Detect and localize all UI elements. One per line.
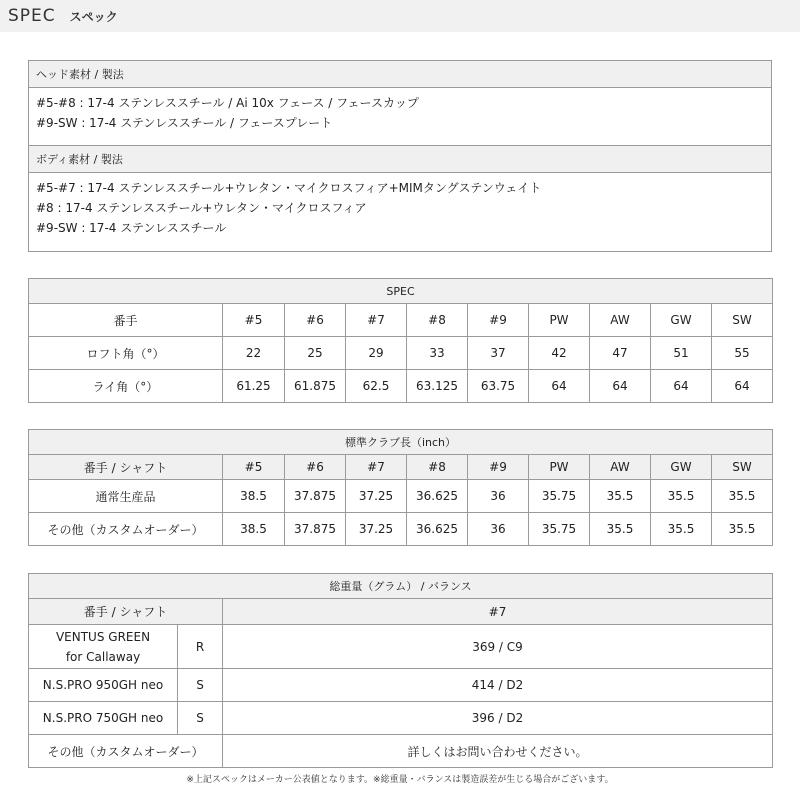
custom-length-value: 35.5 — [712, 513, 773, 546]
head-material-body — [29, 88, 772, 146]
shaft-flex: S — [178, 669, 223, 702]
custom-length-value: 38.5 — [223, 513, 285, 546]
lie-value: 63.125 — [407, 370, 468, 403]
shaft-name-line: for Callaway — [65, 649, 141, 664]
length-club-header: #9 — [468, 455, 529, 480]
shaft-name: N.S.PRO 750GH neo — [29, 702, 178, 735]
spec-club-header: SW — [712, 304, 773, 337]
length-club-header: SW — [712, 455, 773, 480]
length-club-header: PW — [529, 455, 590, 480]
spec-club-header: #7 — [346, 304, 407, 337]
standard-length-value: 35.5 — [590, 480, 651, 513]
weight-header-label: 番手 / シャフト — [29, 599, 223, 625]
lie-row-label: ライ角（°） — [29, 370, 223, 403]
custom-length-value: 37.25 — [346, 513, 407, 546]
length-club-header: #6 — [285, 455, 346, 480]
spec-club-header: PW — [529, 304, 590, 337]
custom-row-label: その他（カスタムオーダー） — [29, 513, 223, 546]
weight-club-header: #7 — [223, 599, 773, 625]
weight-title: 総重量（グラム） / バランス — [29, 574, 773, 599]
custom-length-value: 35.5 — [651, 513, 712, 546]
loft-value: 33 — [407, 337, 468, 370]
loft-value: 25 — [285, 337, 346, 370]
length-club-header: #7 — [346, 455, 407, 480]
standard-length-value: 36 — [468, 480, 529, 513]
body-material-line: #9-SW : 17-4 ステンレススチール — [36, 221, 227, 235]
standard-length-value: 37.25 — [346, 480, 407, 513]
standard-length-value: 38.5 — [223, 480, 285, 513]
custom-length-value: 35.75 — [529, 513, 590, 546]
custom-length-value: 37.875 — [285, 513, 346, 546]
lie-value: 64 — [651, 370, 712, 403]
page-header — [0, 0, 800, 32]
weight-balance-value: 369 / C9 — [223, 625, 773, 669]
loft-value: 37 — [468, 337, 529, 370]
spec-club-header: GW — [651, 304, 712, 337]
page-subtitle: スペック — [69, 9, 118, 24]
lie-value: 64 — [590, 370, 651, 403]
standard-length-value: 36.625 — [407, 480, 468, 513]
length-club-header: GW — [651, 455, 712, 480]
footnote: ※上記スペックはメーカー公表値となります。※総重量・バランスは製造誤差が生じる場合がございます。 — [186, 775, 614, 785]
head-material-label: ヘッド素材 / 製法 — [29, 61, 772, 88]
spec-header-label: 番手 — [29, 304, 223, 337]
weight-balance-value: 414 / D2 — [223, 669, 773, 702]
shaft-name — [29, 625, 178, 669]
weight-table — [28, 573, 773, 768]
length-club-header: #8 — [407, 455, 468, 480]
length-club-header: AW — [590, 455, 651, 480]
loft-value: 55 — [712, 337, 773, 370]
custom-order-note: 詳しくはお問い合わせください。 — [223, 735, 773, 768]
loft-value: 51 — [651, 337, 712, 370]
head-material-line: #5-#8 : 17-4 ステンレススチール / Ai 10x フェース / フェースカップ — [36, 96, 419, 110]
spec-title: SPEC — [29, 279, 773, 304]
lie-value: 64 — [529, 370, 590, 403]
length-club-header: #5 — [223, 455, 285, 480]
body-material-label: ボディ素材 / 製法 — [29, 146, 772, 173]
standard-length-value: 37.875 — [285, 480, 346, 513]
custom-length-value: 36 — [468, 513, 529, 546]
shaft-flex: S — [178, 702, 223, 735]
standard-length-value: 35.5 — [651, 480, 712, 513]
shaft-name-line: VENTUS GREEN — [55, 629, 151, 644]
page-title: SPEC — [8, 6, 56, 26]
materials-table — [28, 60, 772, 252]
spec-club-header: #8 — [407, 304, 468, 337]
lie-value: 61.25 — [223, 370, 285, 403]
custom-length-value: 36.625 — [407, 513, 468, 546]
standard-row-label: 通常生産品 — [29, 480, 223, 513]
lie-value: 62.5 — [346, 370, 407, 403]
length-header-label: 番手 / シャフト — [29, 455, 223, 480]
standard-length-value: 35.5 — [712, 480, 773, 513]
body-material-line: #8 : 17-4 ステンレススチール+ウレタン・マイクロスフィア — [36, 201, 367, 215]
spec-table — [28, 278, 773, 403]
body-material-line: #5-#7 : 17-4 ステンレススチール+ウレタン・マイクロスフィア+MIMタングステンウェイト — [36, 181, 542, 195]
lie-value: 64 — [712, 370, 773, 403]
spec-club-header: #5 — [223, 304, 285, 337]
lie-value: 61.875 — [285, 370, 346, 403]
custom-order-label: その他（カスタムオーダー） — [29, 735, 223, 768]
length-table — [28, 429, 773, 546]
spec-club-header: AW — [590, 304, 651, 337]
length-title: 標準クラブ長（inch） — [29, 430, 773, 455]
custom-length-value: 35.5 — [590, 513, 651, 546]
lie-value: 63.75 — [468, 370, 529, 403]
spec-club-header: #9 — [468, 304, 529, 337]
loft-row-label: ロフト角（°） — [29, 337, 223, 370]
shaft-flex: R — [178, 625, 223, 669]
weight-balance-value: 396 / D2 — [223, 702, 773, 735]
loft-value: 42 — [529, 337, 590, 370]
standard-length-value: 35.75 — [529, 480, 590, 513]
loft-value: 22 — [223, 337, 285, 370]
shaft-name: N.S.PRO 950GH neo — [29, 669, 178, 702]
body-material-body — [29, 173, 772, 252]
loft-value: 47 — [590, 337, 651, 370]
loft-value: 29 — [346, 337, 407, 370]
spec-club-header: #6 — [285, 304, 346, 337]
head-material-line: #9-SW : 17-4 ステンレススチール / フェースプレート — [36, 116, 333, 130]
